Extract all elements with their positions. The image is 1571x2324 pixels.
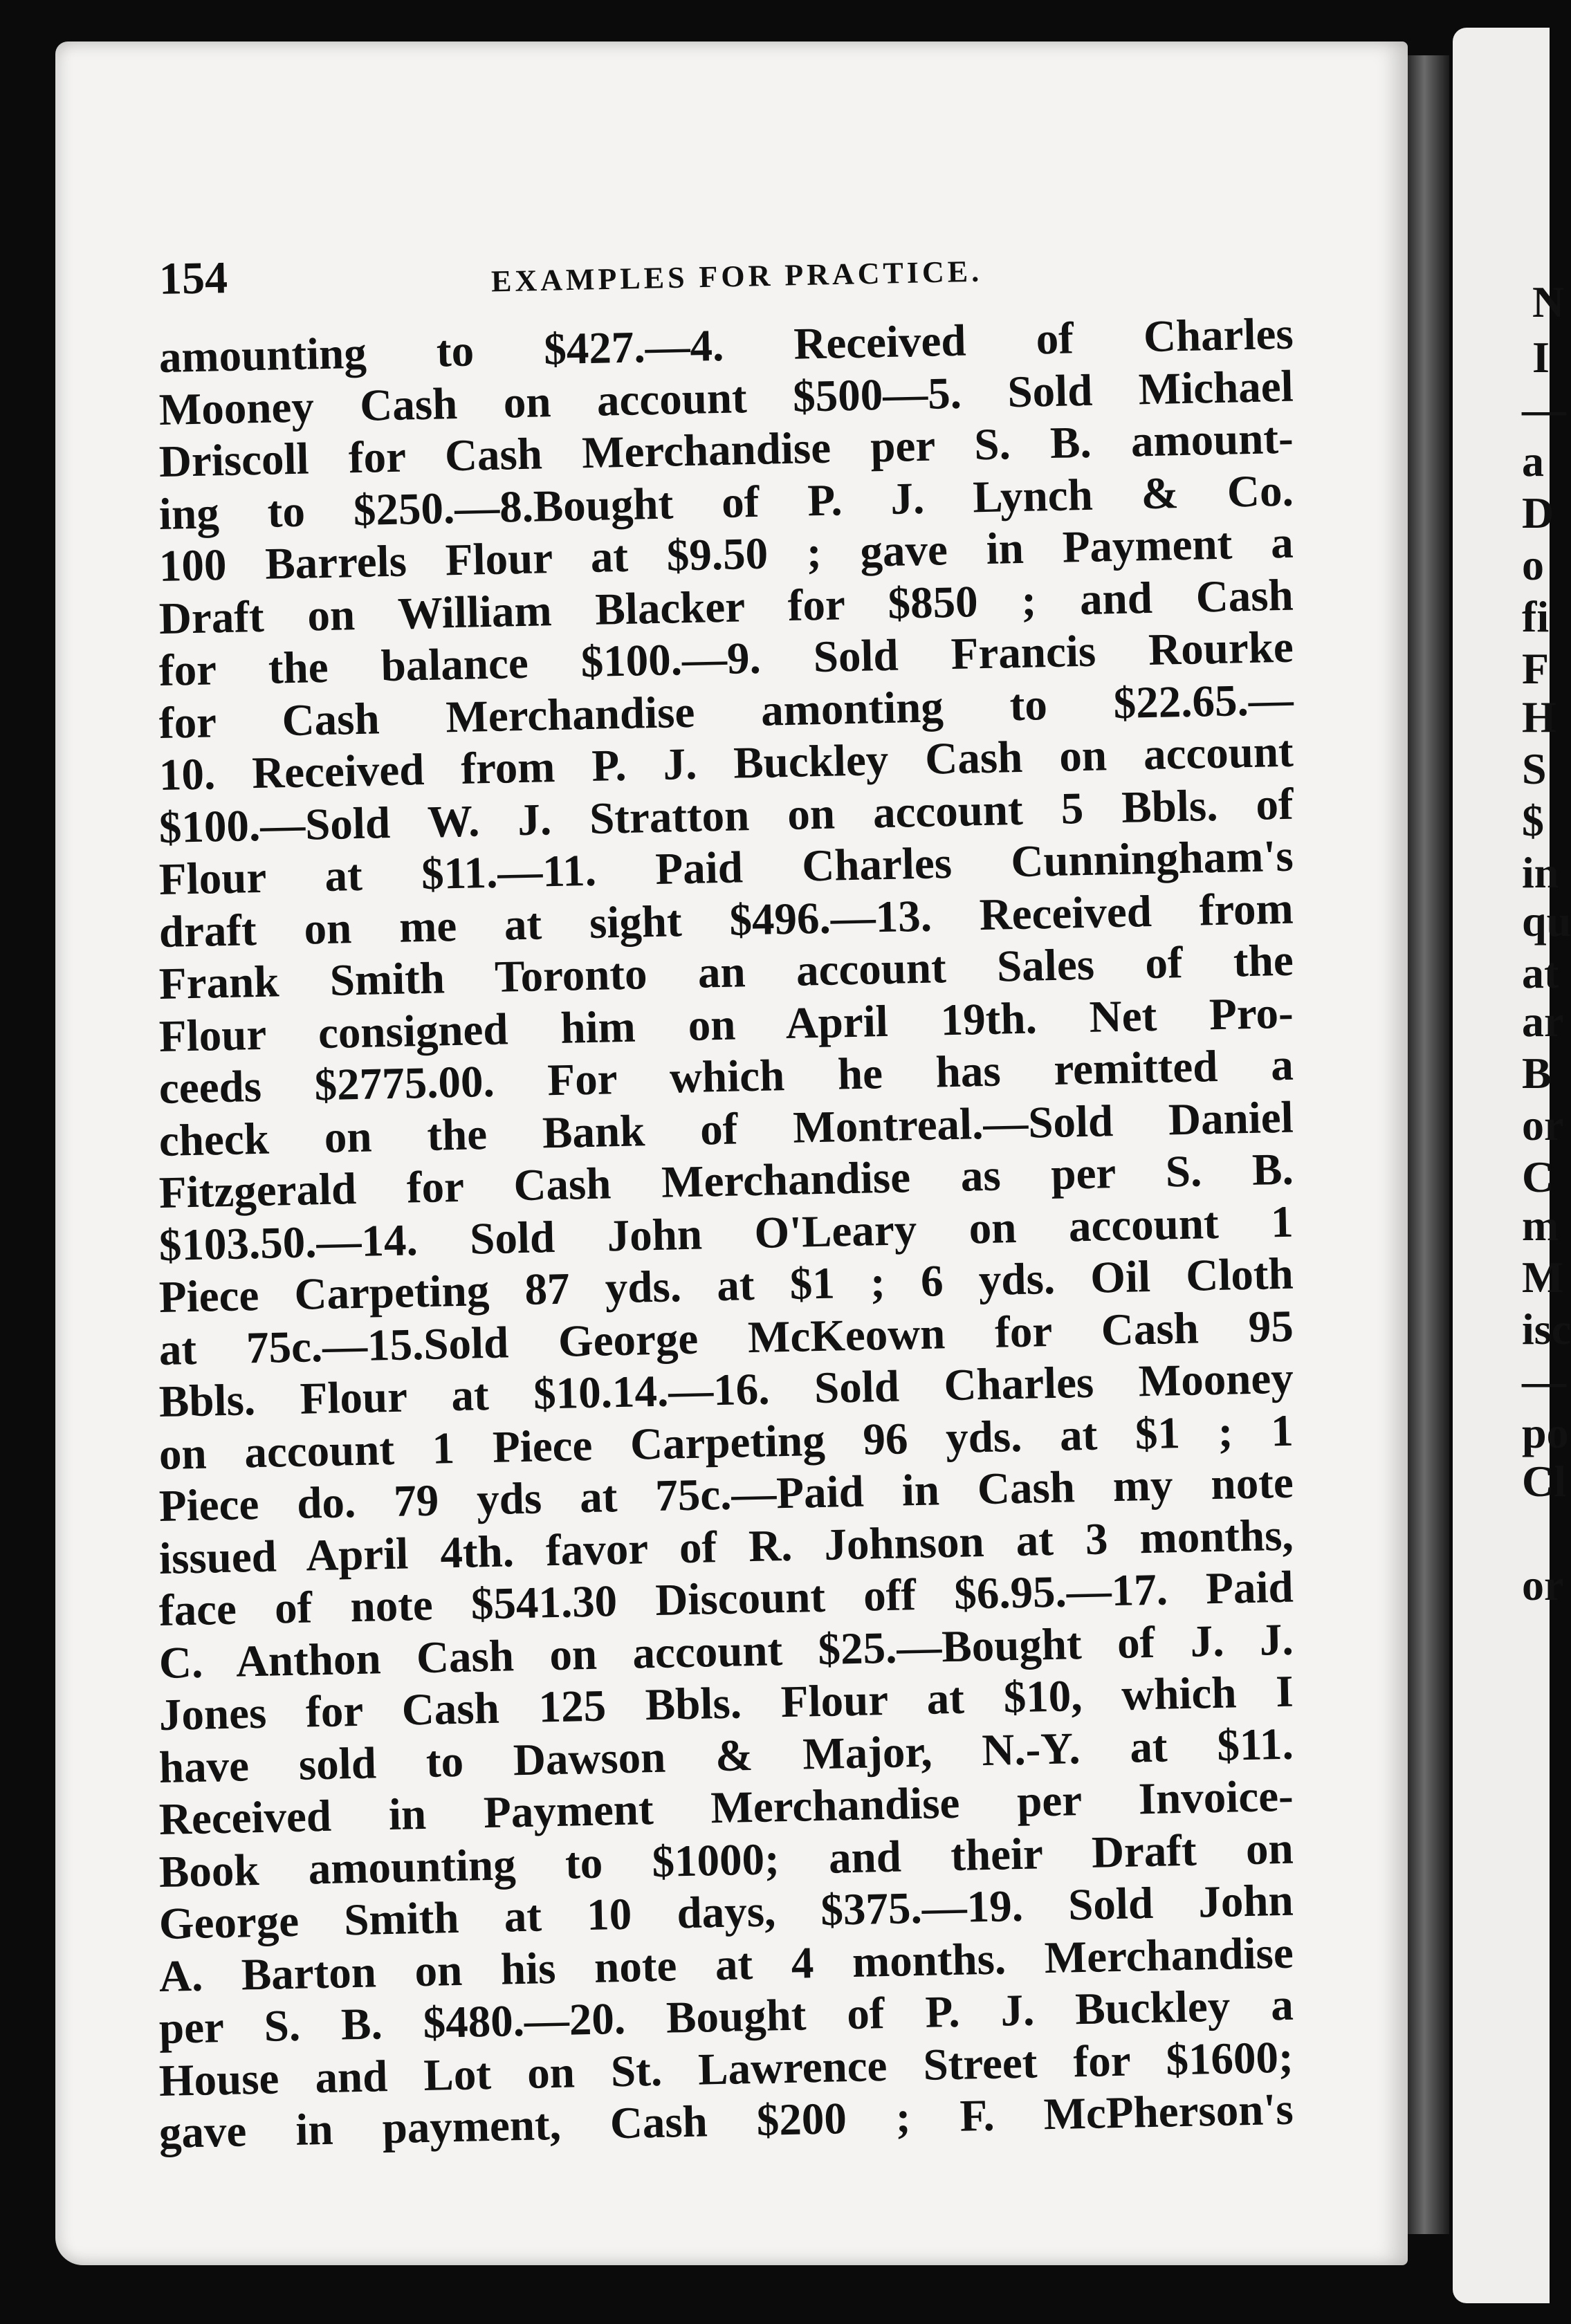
adjacent-page-fragment: H xyxy=(1522,692,1556,741)
text-line: Piece do. 79 yds at 75c.—Paid in Cash my note xyxy=(158,1457,1294,1531)
page-gutter xyxy=(1408,55,1449,2234)
text-line: C. Anthon Cash on account $25.—Bought of J. J. xyxy=(158,1614,1294,1688)
text-line: draft on me at sight $496.—13. Received from xyxy=(158,883,1294,957)
text-line: Received in Payment Merchandise per Invoice- xyxy=(158,1771,1294,1845)
adjacent-page-fragment: — xyxy=(1522,385,1566,434)
page-number: 154 xyxy=(158,252,228,304)
adjacent-page-fragment: po xyxy=(1522,1408,1569,1457)
text-line: Fitzgerald for Cash Merchandise as per S. B. xyxy=(158,1144,1294,1218)
adjacent-page-fragment: I xyxy=(1532,333,1550,382)
text-line: House and Lot on St. Lawrence Street for $1600; xyxy=(158,2032,1294,2106)
text-line: Piece Carpeting 87 yds. at $1 ; 6 yds. Oil Cloth xyxy=(158,1248,1294,1322)
adjacent-page-fragment: qu xyxy=(1522,896,1571,946)
adjacent-page-fragment: M xyxy=(1522,1253,1564,1302)
text-line: $100.—Sold W. J. Stratton on account 5 Bbls. of xyxy=(158,779,1294,853)
text-line: for the balance $100.—9. Sold Francis Rourke xyxy=(158,622,1294,696)
adjacent-page-fragment: ar xyxy=(1522,997,1564,1046)
text-line: ing to $250.—8.Bought of P. J. Lynch & Co. xyxy=(158,465,1294,540)
text-line: for Cash Merchandise amonting to $22.65.— xyxy=(158,674,1294,748)
text-line: gave in payment, Cash $200 ; F. McPherson's xyxy=(158,2084,1294,2158)
text-line: $103.50.—14. Sold John O'Leary on account 1 xyxy=(158,1197,1294,1271)
body-text xyxy=(158,308,1294,2160)
adjacent-page-fragment: N xyxy=(1532,277,1565,326)
adjacent-page-fragment: F xyxy=(1522,644,1550,693)
text-line: check on the Bank of Montreal.—Sold Daniel xyxy=(158,1092,1294,1166)
adjacent-page-fragment: isc xyxy=(1522,1304,1571,1354)
adjacent-page-fragment: or xyxy=(1522,1100,1564,1150)
adjacent-page-fragment: C xyxy=(1522,1152,1554,1201)
text-line: George Smith at 10 days, $375.—19. Sold John xyxy=(158,1875,1294,1949)
text-line: Frank Smith Toronto an account Sales of the xyxy=(158,935,1294,1009)
adjacent-page-fragment: D xyxy=(1522,488,1554,537)
text-line: Jones for Cash 125 Bbls. Flour at $10, which I xyxy=(158,1666,1294,1740)
text-line: at 75c.—15.Sold George McKeown for Cash 95 xyxy=(158,1301,1294,1375)
text-line: Flour at $11.—11. Paid Charles Cunningham's xyxy=(158,831,1294,905)
adjacent-page-fragment: fi xyxy=(1522,592,1550,641)
page-header xyxy=(104,249,1224,304)
adjacent-page-fragment: S xyxy=(1522,744,1547,793)
adjacent-page-fragment: or xyxy=(1522,1560,1564,1610)
text-line: Flour consigned him on April 19th. Net Pro- xyxy=(158,988,1294,1062)
text-line: 100 Barrels Flour at $9.50 ; gave in Payment a xyxy=(158,517,1294,591)
text-line: Driscoll for Cash Merchandise per S. B. amount- xyxy=(158,413,1294,487)
adjacent-page-fragment: Cl xyxy=(1522,1457,1566,1506)
text-line: amounting to $427.—4. Received of Charles xyxy=(158,308,1294,382)
adjacent-page-fragment: B xyxy=(1522,1049,1552,1098)
adjacent-page-fragment: at xyxy=(1522,948,1559,997)
text-line: face of note $541.30 Discount off $6.95.—17. Paid xyxy=(158,1562,1294,1636)
running-head: EXAMPLES FOR PRACTICE. xyxy=(490,254,983,299)
adjacent-page-fragment: o xyxy=(1522,540,1544,589)
adjacent-page-fragment: a xyxy=(1522,436,1544,486)
text-line: ceeds $2775.00. For which he has remitted a xyxy=(158,1040,1294,1114)
text-line: Bbls. Flour at $10.14.—16. Sold Charles Mooney xyxy=(158,1353,1294,1427)
text-line: issued April 4th. favor of R. Johnson at 3 months, xyxy=(158,1510,1294,1584)
adjacent-page-fragment: in xyxy=(1522,848,1559,897)
text-line: on account 1 Piece Carpeting 96 yds. at $1 ; 1 xyxy=(158,1405,1294,1479)
text-line: Book amounting to $1000; and their Draft on xyxy=(158,1823,1294,1897)
adjacent-page-fragment: m xyxy=(1522,1201,1559,1250)
adjacent-page-fragment: — xyxy=(1522,1356,1566,1405)
text-line: have sold to Dawson & Major, N.-Y. at $11. xyxy=(158,1719,1294,1793)
adjacent-page-fragment: $ xyxy=(1522,796,1544,845)
text-line: 10. Received from P. J. Buckley Cash on account xyxy=(158,726,1294,800)
text-line: Mooney Cash on account $500—5. Sold Michael xyxy=(158,361,1294,435)
text-line: A. Barton on his note at 4 months. Merchandise xyxy=(158,1928,1294,2002)
adjacent-page xyxy=(1453,28,1571,2303)
text-line: per S. B. $480.—20. Bought of P. J. Buckley a xyxy=(158,1980,1294,2054)
text-line: Draft on William Blacker for $850 ; and Cash xyxy=(158,570,1294,644)
